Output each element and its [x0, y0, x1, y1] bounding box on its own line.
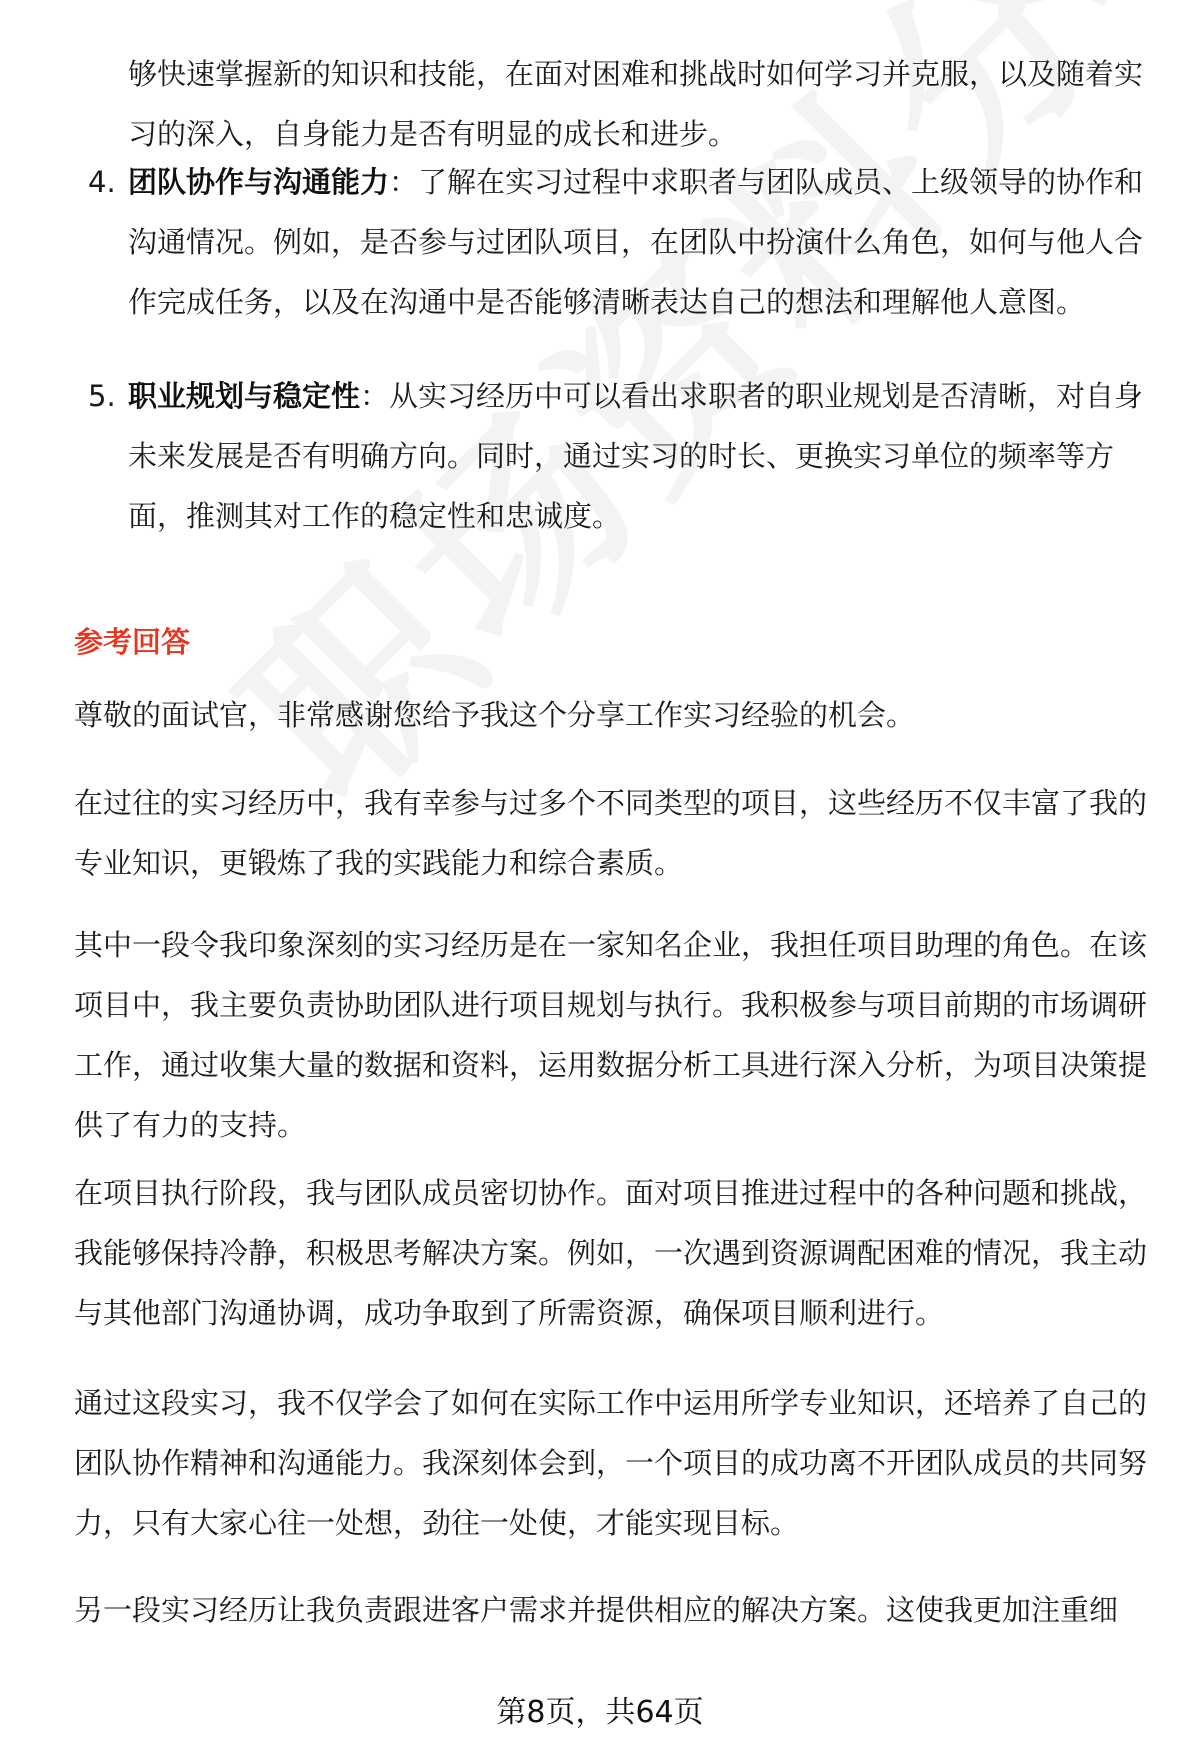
list-item-5	[88, 366, 1148, 546]
section-heading: 参考回答	[74, 625, 191, 659]
list-item-continuation: 够快速掌握新的知识和技能，在面对困难和挑战时如何学习并克服，以及随着实习的深入，自身能力是否有明显的成长和进步。	[128, 57, 1144, 151]
list-item-body	[128, 366, 1148, 546]
paragraph: 通过这段实习，我不仅学会了如何在实际工作中运用所学专业知识，还培养了自己的团队协作精神和沟通能力。我深刻体会到，一个项目的成功离不开团队成员的共同努力，只有大家心往一处想，劲往一处使，才能实现目标。	[74, 1386, 1148, 1540]
list-item-title: 职业规划与稳定性	[128, 379, 361, 413]
paragraph: 在项目执行阶段，我与团队成员密切协作。面对项目推进过程中的各种问题和挑战，我能够保持冷静，积极思考解决方案。例如，一次遇到资源调配困难的情况，我主动与其他部门沟通协调，成功争取到了所需资源，确保项目顺利进行。	[74, 1176, 1148, 1330]
list-item-4	[88, 152, 1148, 332]
paragraph: 尊敬的面试官，非常感谢您给予我这个分享工作实习经验的机会。	[74, 698, 916, 732]
list-number: 5.	[88, 379, 116, 413]
paragraph: 其中一段令我印象深刻的实习经历是在一家知名企业，我担任项目助理的角色。在该项目中，我主要负责协助团队进行项目规划与执行。我积极参与项目前期的市场调研工作，通过收集大量的数据和资料，运用数据分析工具进行深入分析，为项目决策提供了有力的支持。	[74, 928, 1148, 1142]
paragraph: 另一段实习经历让我负责跟进客户需求并提供相应的解决方案。这使我更加注重细	[74, 1593, 1119, 1627]
paragraph: 在过往的实习经历中，我有幸参与过多个不同类型的项目，这些经历不仅丰富了我的专业知识，更锻炼了我的实践能力和综合素质。	[74, 786, 1148, 880]
list-item-body	[128, 152, 1148, 332]
page-number-footer: 第8页，共64页	[496, 1695, 704, 1730]
list-item-text: ：了解在实习过程中求职者与团队成员、上级领导的协作和沟通情况。例如，是否参与过团队项目，在团队中扮演什么角色，如何与他人合作完成任务，以及在沟通中是否能够清晰表达自己的想法和理解他人意图。	[128, 165, 1144, 319]
list-item-text: ：从实习经历中可以看出求职者的职业规划是否清晰，对自身未来发展是否有明确方向。同时，通过实习的时长、更换实习单位的频率等方面，推测其对工作的稳定性和忠诚度。	[128, 379, 1144, 533]
list-item-title: 团队协作与沟通能力	[128, 165, 390, 199]
list-number: 4.	[88, 165, 116, 199]
